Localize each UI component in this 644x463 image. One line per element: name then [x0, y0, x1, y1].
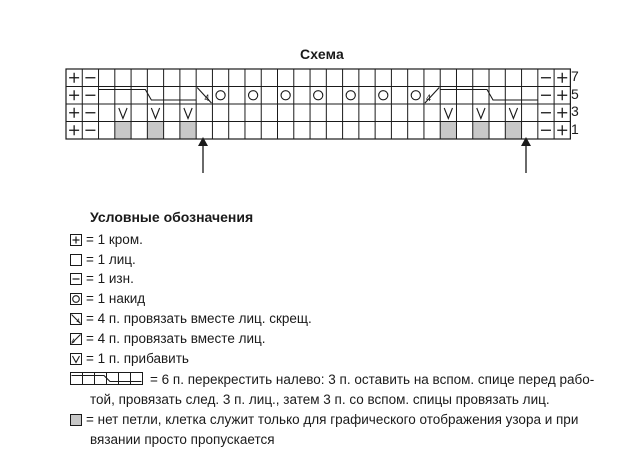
increase-symbol [477, 108, 485, 119]
yarn-over-symbol [281, 91, 290, 100]
cable-6-left-icon [70, 372, 145, 385]
knitting-chart [0, 0, 644, 180]
legend-text-edge: = 1 кром. [86, 232, 143, 247]
legend-text-k4tog-tbl: = 4 п. провязать вместе лиц. скрещ. [86, 311, 312, 326]
legend-item-no-stitch [70, 411, 578, 428]
legend-text-cable-line2: той, провязать след. 3 п. лиц., затем 3 п. со вспом. спицы провязать лиц. [90, 392, 550, 407]
increase-symbol [509, 108, 517, 119]
legend-text-purl: = 1 изн. [86, 271, 134, 286]
legend-item-edge [70, 231, 143, 248]
svg-text:4: 4 [76, 319, 80, 325]
legend-text-increase: = 1 п. прибавить [86, 351, 189, 366]
no-stitch-cell [440, 122, 456, 140]
empty-box-icon [70, 254, 82, 266]
repeat-arrows [198, 137, 531, 173]
increase-symbol [184, 108, 192, 119]
increase-symbol [119, 108, 127, 119]
row-number-3: 3 [571, 103, 579, 119]
row-number-5: 5 [571, 86, 579, 102]
legend-text-knit: = 1 лиц. [86, 252, 136, 267]
legend-item-purl [70, 270, 134, 287]
no-stitch-cell [505, 122, 521, 140]
no-stitch-cell [147, 122, 163, 140]
no-stitch-icon [70, 414, 82, 426]
yarn-over-symbol [314, 91, 323, 100]
legend-text-yarn-over: = 1 накид [86, 291, 146, 306]
no-stitch-cell [473, 122, 489, 140]
svg-text:4: 4 [71, 339, 75, 345]
yarn-over-icon [70, 293, 82, 305]
yarn-over-symbol [411, 91, 420, 100]
yarn-over-symbol [216, 91, 225, 100]
increase-icon [70, 353, 82, 365]
chart-grid [66, 69, 570, 139]
repeat-arrow-right-head [521, 137, 531, 146]
legend-item-knit [70, 251, 136, 268]
k4tog-number: 4 [425, 93, 431, 103]
yarn-over-symbol [346, 91, 355, 100]
chart-title: Схема [299, 46, 345, 62]
no-stitch-cell [115, 122, 131, 140]
legend-item-increase [70, 350, 189, 367]
repeat-arrow-left-head [198, 137, 208, 146]
yarn-over-symbol [249, 91, 258, 100]
legend-item-yarn-over [70, 290, 145, 307]
yarn-over-symbol [379, 91, 388, 100]
legend-title: Условные обозначения [90, 209, 254, 225]
row-number-1: 1 [571, 121, 579, 137]
legend-text-cable-line1: = 6 п. перекрестить налево: 3 п. оставить на вспом. спице перед рабо- [150, 372, 595, 387]
legend-text-no-stitch-line1: = нет петли, клетка служит только для графического отображения узора и при [86, 412, 579, 427]
legend-item-k4tog [70, 330, 265, 347]
minus-box-icon [70, 273, 82, 285]
k4tog-left-icon [70, 313, 82, 325]
increase-symbol [151, 108, 159, 119]
no-stitch-cell [180, 122, 196, 140]
legend-item-k4tog-tbl [70, 310, 312, 327]
k4tog-right-icon [70, 333, 82, 345]
increase-symbol [444, 108, 452, 119]
legend-text-k4tog: = 4 п. провязать вместе лиц. [86, 331, 266, 346]
row-number-7: 7 [571, 68, 579, 84]
plus-box-icon [70, 234, 82, 246]
k4tog-number: 4 [204, 93, 210, 103]
legend-text-no-stitch-line2: вязании просто пропускается [90, 432, 275, 447]
